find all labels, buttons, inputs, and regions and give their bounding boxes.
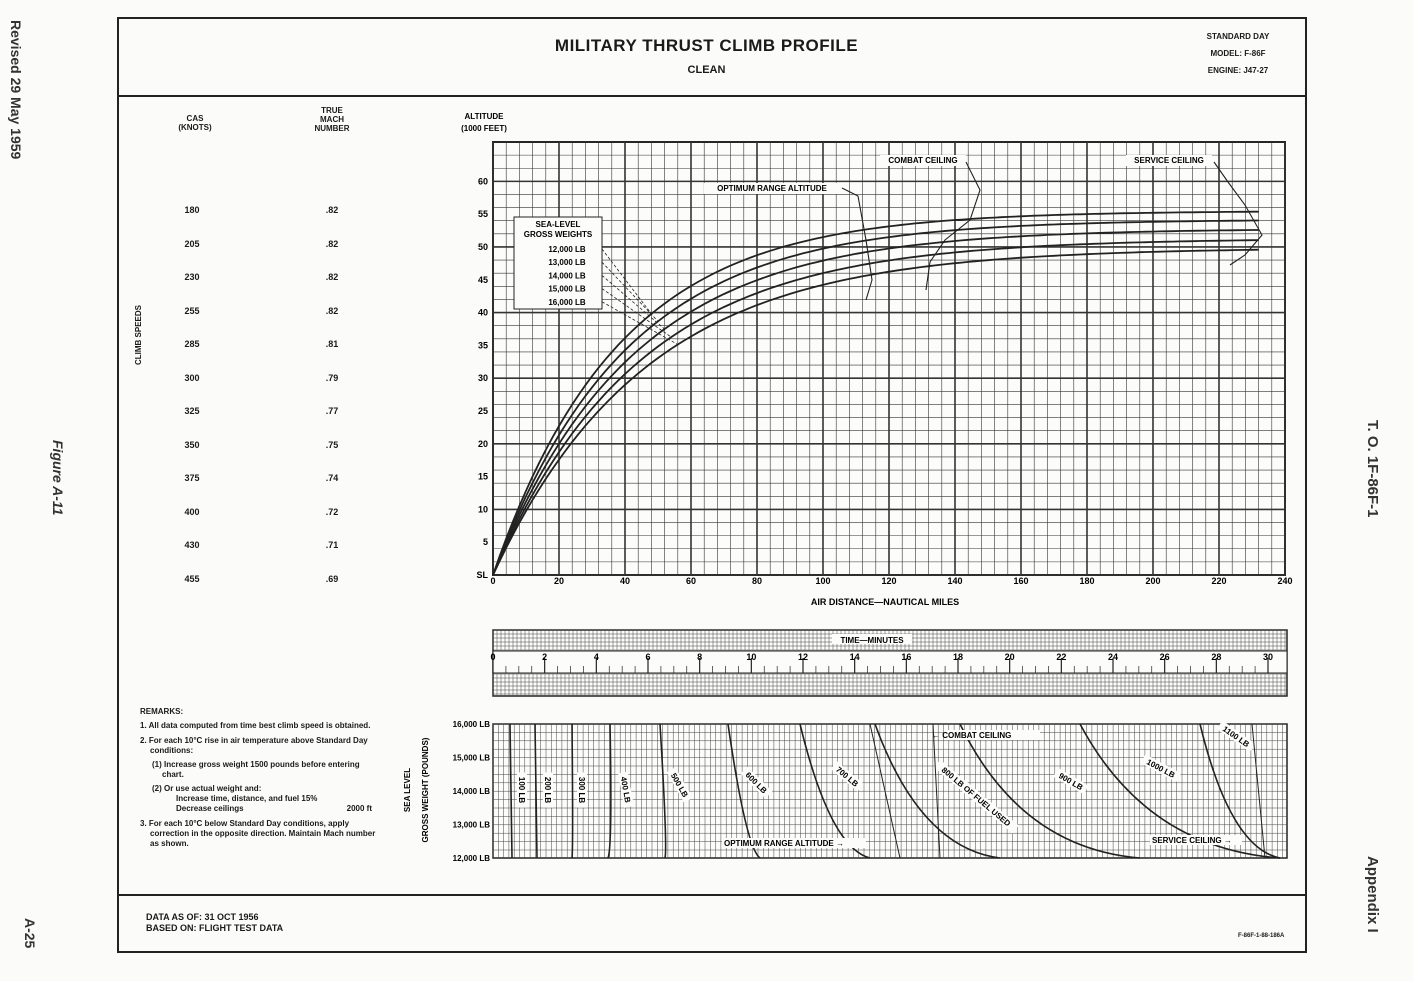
time-tick-label: 18 — [952, 652, 964, 662]
remark-1: 1. All data computed from time best climb speed is obtained. — [140, 721, 371, 730]
x-tick-label: 220 — [1211, 576, 1227, 586]
x-tick-label: 100 — [815, 576, 831, 586]
cas-value: 455 — [184, 573, 200, 584]
service-ceiling-label: SERVICE CEILING — [1134, 156, 1204, 165]
fuel-optimum-range-label: OPTIMUM RANGE ALTITUDE → — [724, 839, 844, 848]
chart-title: MILITARY THRUST CLIMB PROFILE — [554, 36, 859, 55]
x-tick-label: 200 — [1145, 576, 1161, 586]
remark-2a: (1) Increase gross weight 1500 pounds before entering chart. — [152, 760, 360, 779]
figure-code: F-86F-1-88-186A — [1238, 933, 1285, 939]
legend-entry: 16,000 LB — [548, 297, 586, 307]
remark-2b: (2) Or use actual weight and: — [152, 784, 262, 793]
time-tick-label: 8 — [697, 652, 703, 662]
fuel-y-axis-label: SEA LEVEL — [403, 767, 412, 813]
fuel-combat-ceiling-label: ← COMBAT CEILING — [932, 731, 1012, 740]
mach-value: .75 — [325, 439, 339, 450]
remark-2: 2. For each 10°C rise in air temperature above Standard Day conditions: — [140, 736, 368, 755]
cas-value: 430 — [184, 540, 200, 550]
time-tick-label: 14 — [849, 652, 860, 662]
y-tick-label: 5 — [482, 537, 488, 548]
y-tick-label: 35 — [477, 340, 488, 351]
cas-value: 375 — [184, 473, 200, 483]
x-tick-label: 160 — [1013, 576, 1029, 586]
y-tick-label: 15 — [477, 471, 488, 482]
cas-value: 230 — [184, 272, 200, 282]
y-tick-label: 55 — [477, 209, 488, 220]
fuel-used-chart — [403, 720, 1287, 863]
cas-value: 180 — [184, 205, 200, 215]
cas-value: 255 — [184, 305, 200, 316]
y-tick-label: 30 — [477, 373, 488, 384]
fuel-used-label: 700 LB — [834, 764, 860, 789]
mach-column-header: TRUE MACH NUMBER — [314, 106, 350, 133]
time-tick-label: 26 — [1159, 652, 1170, 662]
remark-2b1: Increase time, distance, and fuel 15% — [176, 794, 318, 803]
cas-value: 400 — [184, 506, 200, 517]
cas-value: 205 — [184, 238, 200, 249]
x-tick-label: 40 — [619, 576, 631, 586]
legend-entry: 13,000 LB — [548, 258, 586, 268]
legend-entry: 15,000 LB — [548, 284, 586, 294]
cas-value: 350 — [184, 439, 200, 450]
cas-column-header: CAS (KNOTS) — [178, 114, 212, 132]
fuel-y-tick-label: 15,000 LB — [452, 753, 490, 763]
fuel-y-axis-label-2: GROSS WEIGHT (POUNDS) — [421, 737, 430, 843]
fuel-y-tick-label: 13,000 LB — [452, 820, 490, 830]
fuel-y-tick-label: 12,000 LB — [452, 854, 490, 863]
mach-value: .82 — [325, 238, 339, 249]
fuel-used-label: 900 LB — [1057, 771, 1085, 793]
mach-value: .71 — [325, 540, 339, 550]
y-axis-label-units: (1000 FEET) — [461, 124, 507, 133]
fuel-curve — [572, 724, 573, 858]
remarks-block — [140, 707, 380, 849]
y-tick-label: 60 — [477, 176, 488, 187]
chart-subtitle: CLEAN — [687, 64, 726, 76]
fuel-y-tick-label: 16,000 LB — [452, 720, 490, 729]
mach-value: .82 — [325, 305, 339, 316]
model-label: MODEL: F-86F — [1210, 49, 1266, 58]
fuel-y-tick-label: 14,000 LB — [452, 787, 490, 796]
y-tick-label: 40 — [477, 307, 488, 318]
remark-3: 3. For each 10°C below Standard Day conditions, apply correction in the opposite direction. Maintain Mach number as shown. — [140, 819, 376, 848]
optimum-range-label: OPTIMUM RANGE ALTITUDE — [717, 184, 827, 193]
legend-entry: 14,000 LB — [548, 271, 586, 281]
time-tick-label: 10 — [746, 652, 757, 662]
fuel-used-label: 600 LB — [743, 770, 769, 796]
mach-value: .79 — [325, 372, 339, 383]
legend-title-2: GROSS WEIGHTS — [523, 230, 593, 239]
time-tick-label: 2 — [542, 652, 548, 662]
remarks-heading: REMARKS: — [140, 707, 184, 716]
appendix-label: Appendix I — [1364, 856, 1381, 933]
fuel-used-label: 400 LB — [618, 776, 633, 804]
y-tick-label: 25 — [477, 405, 488, 416]
x-axis-label: AIR DISTANCE—NAUTICAL MILES — [810, 597, 960, 607]
standard-day-label: STANDARD DAY — [1206, 32, 1270, 41]
cas-value: 285 — [184, 339, 200, 349]
combat-ceiling-label: COMBAT CEILING — [888, 156, 958, 165]
x-tick-label: 20 — [553, 576, 565, 586]
time-tick-label: 12 — [797, 652, 809, 662]
time-tick-label: 22 — [1056, 652, 1067, 662]
climb-speeds-label: CLIMB SPEEDS — [134, 305, 143, 366]
mach-value: .82 — [325, 272, 339, 282]
revision-date: Revised 29 May 1959 — [8, 20, 24, 160]
mach-value: .69 — [325, 573, 339, 584]
legend-entry: 12,000 LB — [548, 245, 586, 254]
fuel-used-label: 500 LB — [668, 771, 690, 799]
remark-2b2-label: Decrease ceilings — [176, 804, 244, 813]
x-tick-label: 120 — [881, 576, 897, 586]
fuel-used-label: 200 LB — [543, 776, 552, 804]
fuel-used-label: 300 LB — [577, 776, 586, 804]
remark-2b2 — [140, 804, 380, 814]
legend-title: SEA-LEVEL — [535, 220, 581, 229]
y-tick-label: SL — [476, 570, 488, 580]
remark-2b2-value: 2000 ft — [346, 804, 372, 813]
time-tick-label: 6 — [645, 652, 651, 662]
altitude-distance-grid — [493, 142, 1285, 575]
time-tick-label: 28 — [1211, 652, 1222, 662]
time-scale-title: TIME—MINUTES — [840, 636, 904, 645]
page-number: A-25 — [22, 918, 38, 949]
figure-number: Figure A-11 — [50, 440, 66, 516]
fuel-used-label: 1100 LB — [1220, 724, 1251, 750]
x-tick-label: 180 — [1079, 576, 1095, 586]
time-minutes-scale — [490, 630, 1287, 696]
fuel-used-label: 1000 LB — [1145, 757, 1177, 780]
x-tick-label: 140 — [947, 576, 963, 586]
fuel-used-label: 100 LB — [517, 776, 526, 804]
fuel-service-ceiling-label: SERVICE CEILING → — [1152, 836, 1232, 845]
data-as-of: DATA AS OF: 31 OCT 1956 — [146, 912, 259, 922]
tech-order-number: T. O. 1F-86F-1 — [1364, 420, 1381, 518]
cas-value: 300 — [184, 372, 200, 383]
mach-value: .72 — [325, 506, 339, 517]
x-tick-label: 0 — [490, 576, 496, 586]
y-tick-label: 10 — [477, 504, 488, 515]
engine-label: ENGINE: J47-27 — [1207, 66, 1269, 75]
time-tick-label: 20 — [1004, 652, 1015, 662]
x-tick-label: 80 — [751, 576, 763, 586]
fuel-used-label: 800 LB OF FUEL USED — [939, 765, 1013, 829]
y-tick-label: 20 — [477, 438, 488, 449]
time-tick-label: 16 — [901, 652, 912, 662]
y-tick-label: 45 — [477, 274, 488, 285]
time-tick-label: 0 — [490, 652, 496, 662]
cas-value: 325 — [184, 406, 200, 416]
x-tick-label: 240 — [1277, 576, 1293, 586]
mach-value: .74 — [325, 473, 339, 483]
x-tick-label: 60 — [685, 576, 697, 586]
y-tick-label: 50 — [477, 241, 488, 252]
y-axis-label: ALTITUDE — [464, 112, 504, 121]
mach-value: .81 — [325, 339, 339, 349]
time-tick-label: 24 — [1107, 652, 1119, 662]
mach-value: .82 — [325, 205, 339, 215]
time-tick-label: 30 — [1262, 652, 1274, 662]
based-on: BASED ON: FLIGHT TEST DATA — [146, 923, 284, 933]
time-tick-label: 4 — [593, 652, 599, 662]
mach-value: .77 — [325, 406, 339, 416]
